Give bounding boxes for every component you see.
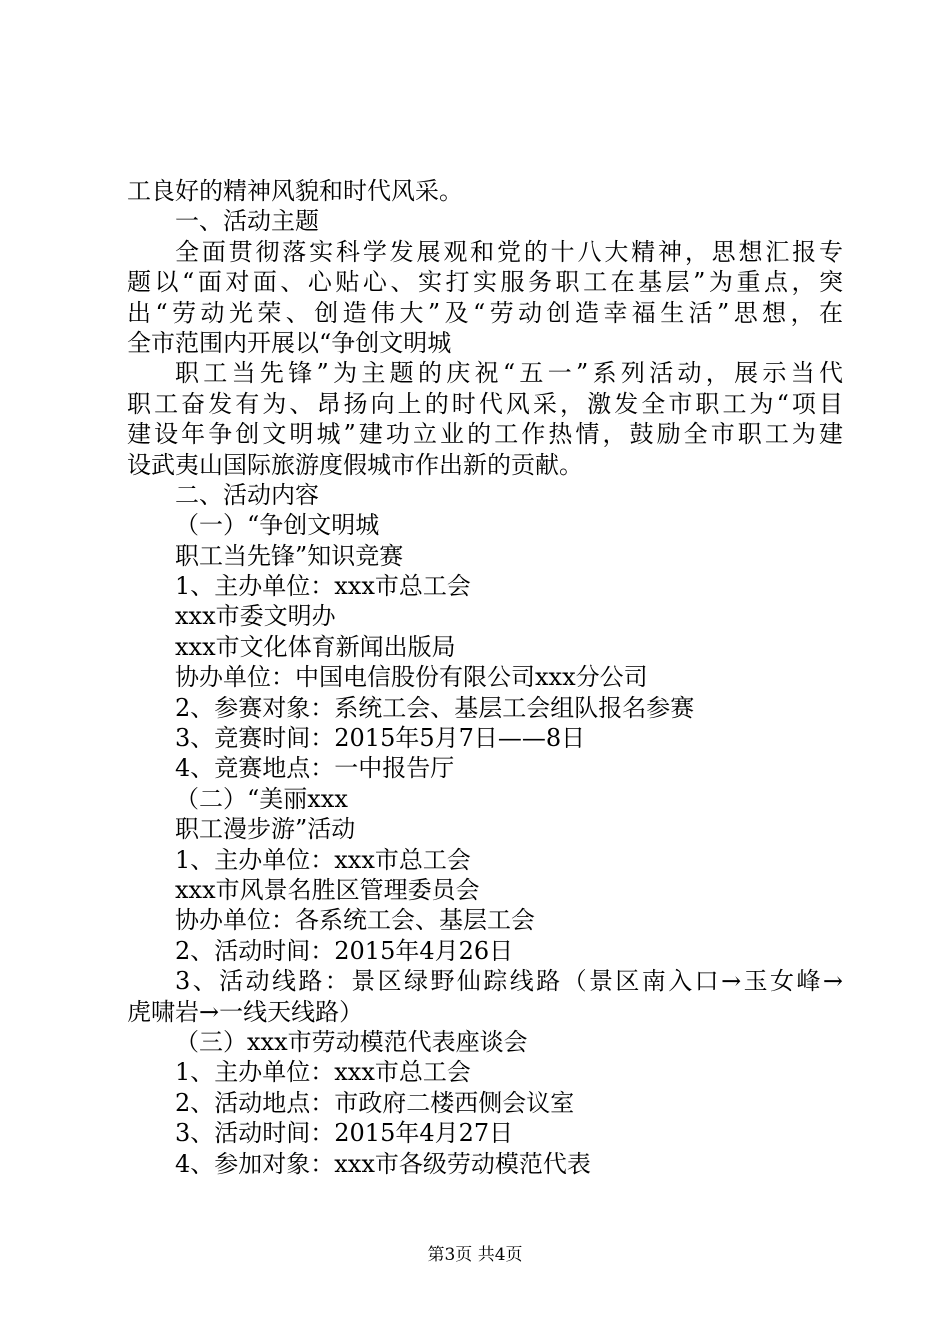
paragraph-line: 职工当先锋”知识竞赛 xyxy=(175,541,404,570)
list-item: 3、活动线路：景区绿野仙踪线路（景区南入口→玉女峰→ xyxy=(175,967,843,996)
paragraph-line: 全市范围内开展以“争创文明城 xyxy=(127,328,452,357)
paragraph-line: 职工当先锋”为主题的庆祝“五一”系列活动，展示当代 xyxy=(175,359,843,388)
subsection-heading: （一）“争创文明城 xyxy=(175,511,380,540)
paragraph-line: 职工奋发有为、昂扬向上的时代风采，激发全市职工为“项目 xyxy=(127,389,843,418)
subsection-heading: （三）xxx市劳动模范代表座谈会 xyxy=(175,1027,528,1056)
list-item: 协办单位：中国电信股份有限公司xxx分公司 xyxy=(175,663,648,692)
document-body xyxy=(127,176,843,1179)
paragraph-line: 全面贯彻落实科学发展观和党的十八大精神，思想汇报专 xyxy=(175,237,843,266)
list-item: 1、主办单位：xxx市总工会 xyxy=(175,845,471,874)
list-item: 3、活动时间：2015年4月27日 xyxy=(175,1119,514,1148)
section-heading: 二、活动内容 xyxy=(175,480,319,509)
list-item: 1、主办单位：xxx市总工会 xyxy=(175,1058,471,1087)
list-item: 2、活动时间：2015年4月26日 xyxy=(175,936,514,965)
list-item: 3、竞赛时间：2015年5月7日——8日 xyxy=(175,724,586,753)
paragraph-line: 出“劳动光荣、创造伟大”及“劳动创造幸福生活”思想，在 xyxy=(127,298,843,327)
list-item: 4、参加对象：xxx市各级劳动模范代表 xyxy=(175,1149,591,1178)
list-item: 2、参赛对象：系统工会、基层工会组队报名参赛 xyxy=(175,693,695,722)
list-item: 1、主办单位：xxx市总工会 xyxy=(175,572,471,601)
list-item: 2、活动地点：市政府二楼西侧会议室 xyxy=(175,1088,575,1117)
paragraph-line: 建设年争创文明城”建功立业的工作热情，鼓励全市职工为建 xyxy=(127,420,843,449)
list-item: xxx市文化体育新闻出版局 xyxy=(175,632,456,661)
list-item: 协办单位：各系统工会、基层工会 xyxy=(175,906,535,935)
list-item-continued: 虎啸岩→一线天线路） xyxy=(127,997,364,1026)
list-item: xxx市风景名胜区管理委员会 xyxy=(175,875,480,904)
paragraph-line: 题以“面对面、心贴心、实打实服务职工在基层”为重点，突 xyxy=(127,268,843,297)
paragraph-line: 职工漫步游”活动 xyxy=(175,815,356,844)
list-item: 4、竞赛地点：一中报告厅 xyxy=(175,754,455,783)
page-number-footer: 第3页 共4页 xyxy=(427,1245,523,1265)
subsection-heading: （二）“美丽xxx xyxy=(175,784,348,813)
section-heading: 一、活动主题 xyxy=(175,207,319,236)
paragraph-line: 设武夷山国际旅游度假城市作出新的贡献。 xyxy=(127,450,583,479)
list-item: xxx市委文明办 xyxy=(175,602,336,631)
paragraph-line: 工良好的精神风貌和时代风采。 xyxy=(127,177,463,205)
